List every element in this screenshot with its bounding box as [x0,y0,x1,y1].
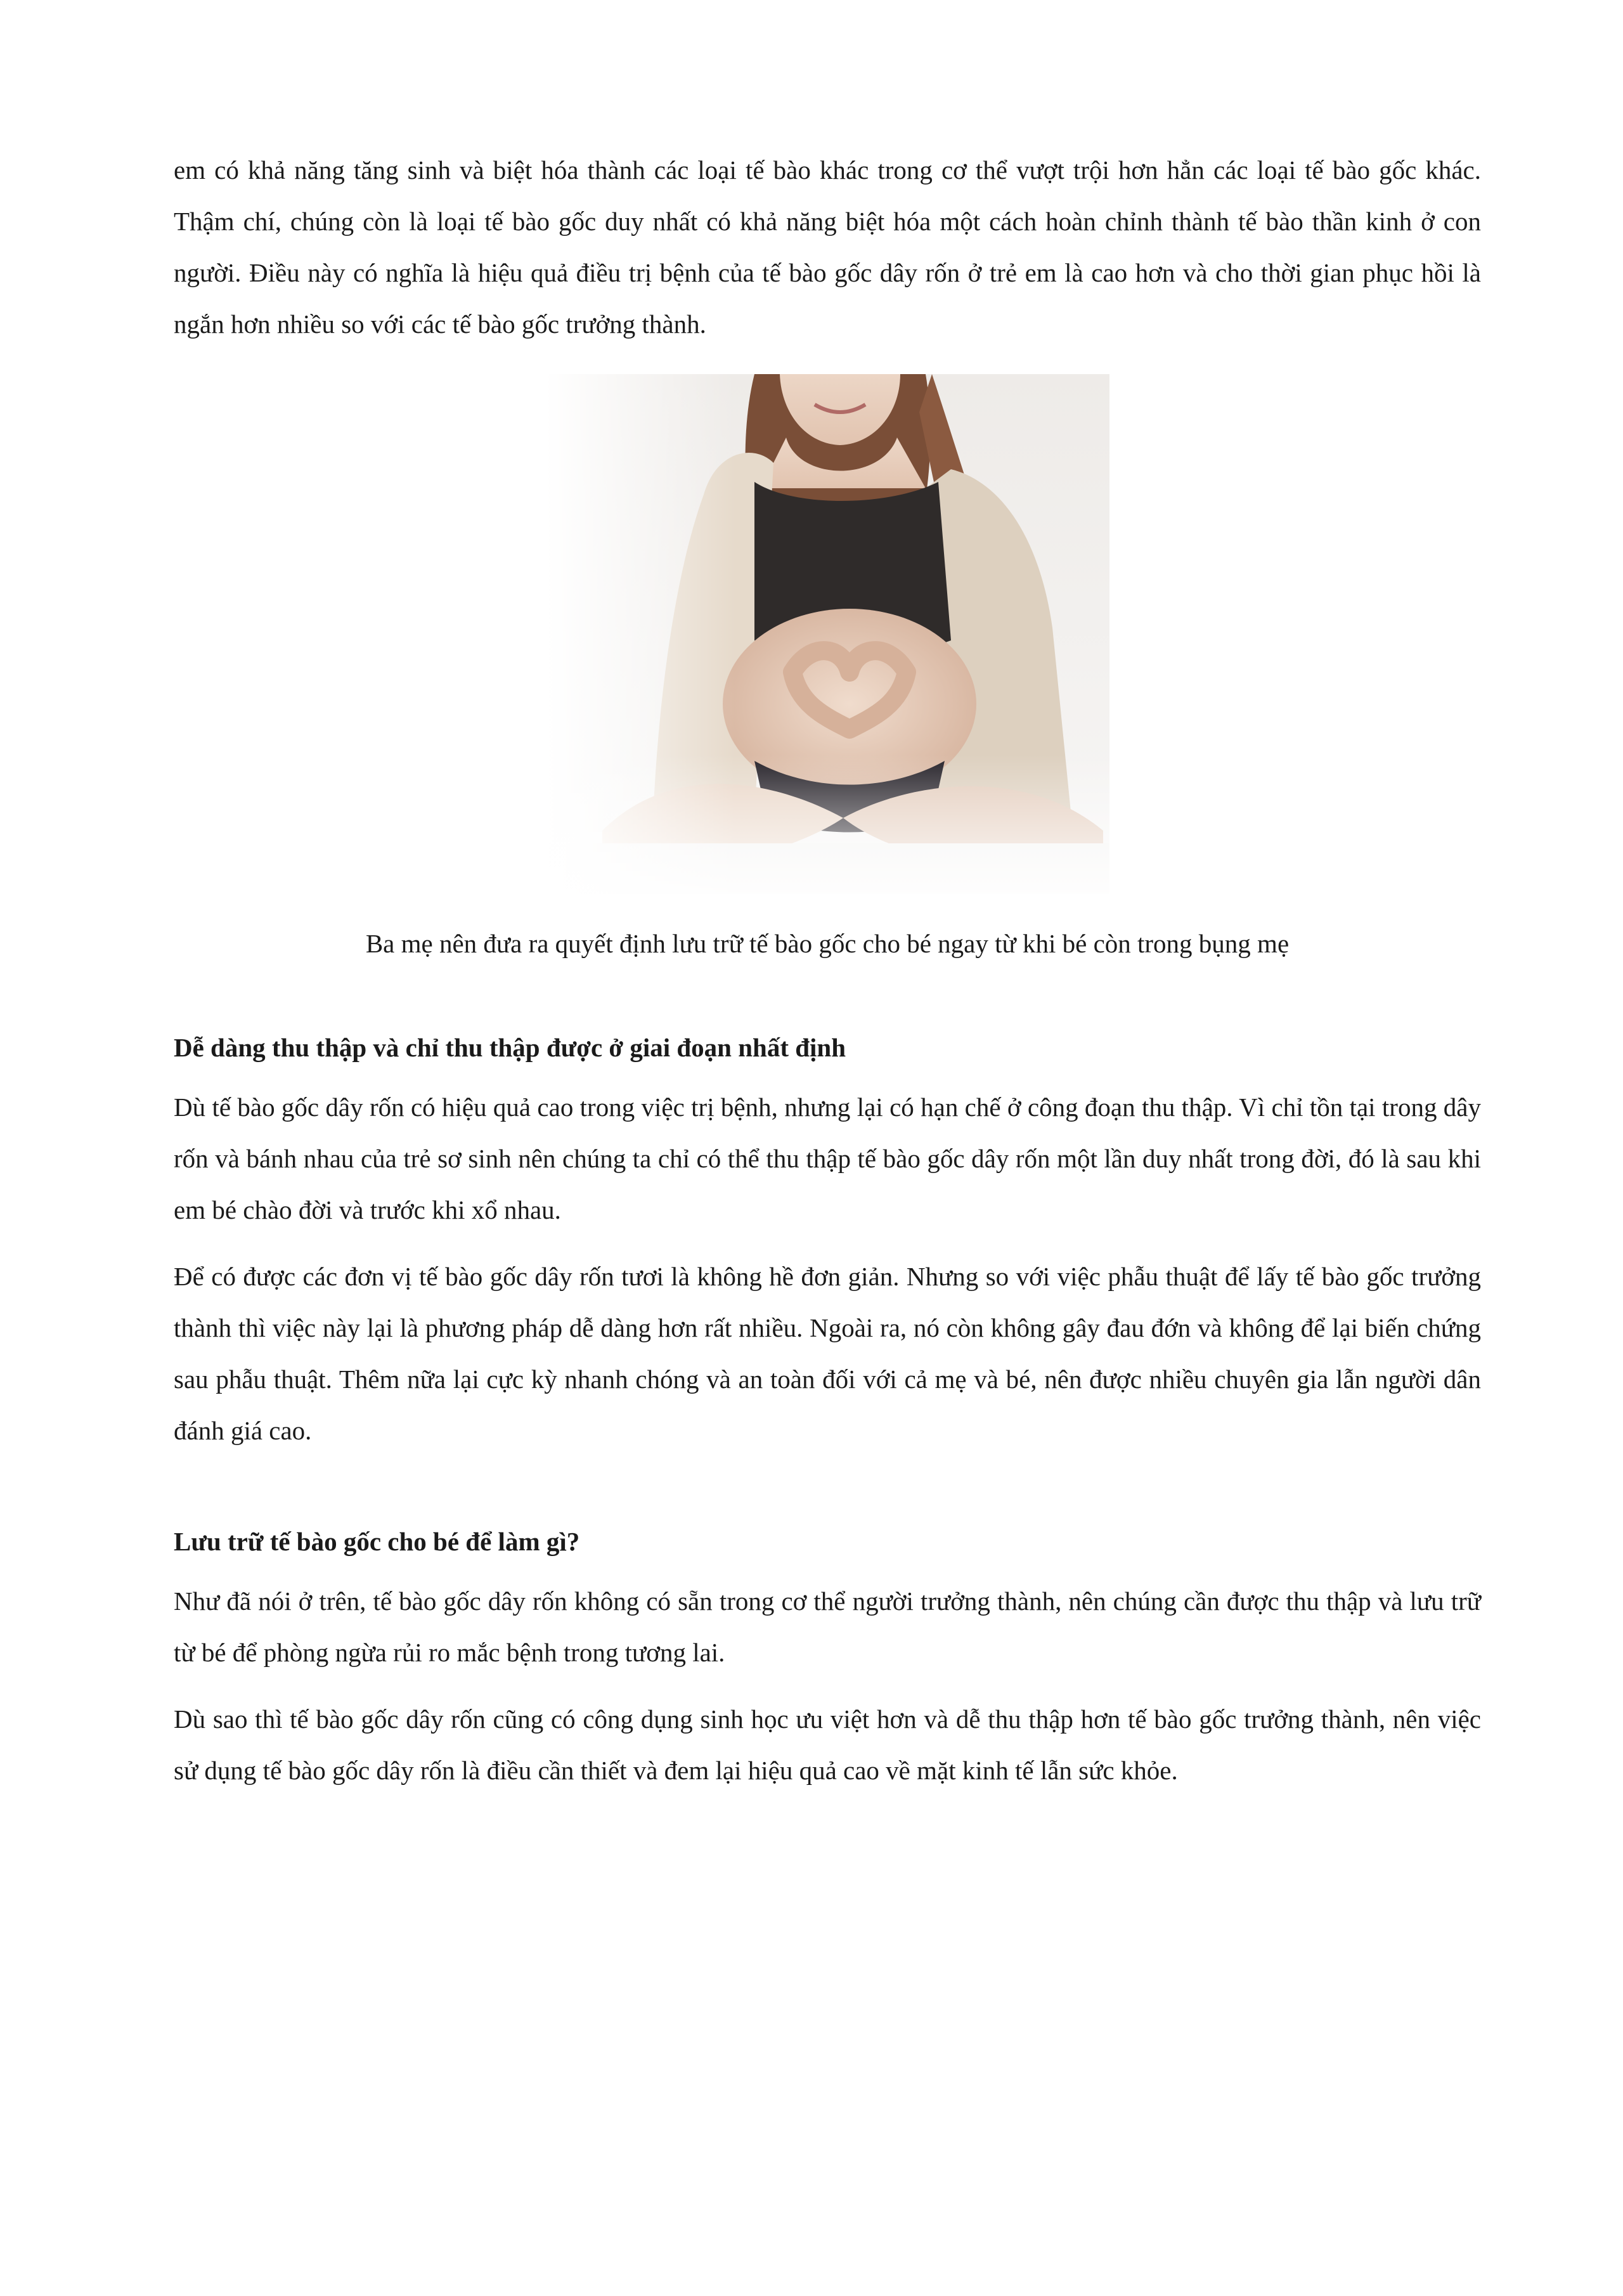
section-2-paragraph-2: Dù sao thì tế bào gốc dây rốn cũng có công dụng sinh học ưu việt hơn và dễ thu thập hơn tế bào gốc trưởng thành, nên việc sử dụng tế bào gốc dây rốn là điều cần thiết và đem lại hiệu quả cao về mặt kinh tế lẫn sức khỏe. [174,1704,1481,1785]
page-content [174,145,1481,1796]
intro-paragraph: em có khả năng tăng sinh và biệt hóa thành các loại tế bào khác trong cơ thể vượt trội hơn hẳn các loại tế bào gốc khác. Thậm chí, chúng còn là loại tế bào gốc duy nhất có khả năng biệt hóa một cách hoàn chỉnh thành tế bào thần kinh ở con người. Điều này có nghĩa là hiệu quả điều trị bệnh của tế bào gốc dây rốn ở trẻ em là cao hơn và cho thời gian phục hồi là ngắn hơn nhiều so với các tế bào gốc trưởng thành. [174,155,1481,339]
section-heading-purpose: Lưu trữ tế bào gốc cho bé để làm gì? [174,1527,580,1556]
figure-caption: Ba mẹ nên đưa ra quyết định lưu trữ tế bào gốc cho bé ngay từ khi bé còn trong bụng mẹ [365,929,1290,958]
section-1-paragraph-2: Để có được các đơn vị tế bào gốc dây rốn tươi là không hề đơn giản. Nhưng so với việc phẫu thuật để lấy tế bào gốc trưởng thành thì việc này lại là phương pháp dễ dàng hơn rất nhiều. Ngoài ra, nó còn không gây đau đớn và không để lại biến chứng sau phẫu thuật. Thêm nữa lại cực kỳ nhanh chóng và an toàn đối với cả mẹ và bé, nên được nhiều chuyên gia lẫn người dân đánh giá cao. [174,1262,1481,1445]
figure [174,374,1481,894]
section-heading-collection: Dễ dàng thu thập và chỉ thu thập được ở giai đoạn nhất định [174,1033,846,1062]
section-2-paragraph-1: Như đã nói ở trên, tế bào gốc dây rốn không có sẵn trong cơ thể người trưởng thành, nên chúng cần được thu thập và lưu trữ từ bé để phòng ngừa rủi ro mắc bệnh trong tương lai. [174,1586,1481,1667]
pregnant-woman-photo [545,374,1109,894]
section-1-paragraph-1: Dù tế bào gốc dây rốn có hiệu quả cao trong việc trị bệnh, nhưng lại có hạn chế ở công đoạn thu thập. Vì chỉ tồn tại trong dây rốn và bánh nhau của trẻ sơ sinh nên chúng ta chỉ có thể thu thập tế bào gốc dây rốn một lần duy nhất trong đời, đó là sau khi em bé chào đời và trước khi xổ nhau. [174,1093,1481,1224]
